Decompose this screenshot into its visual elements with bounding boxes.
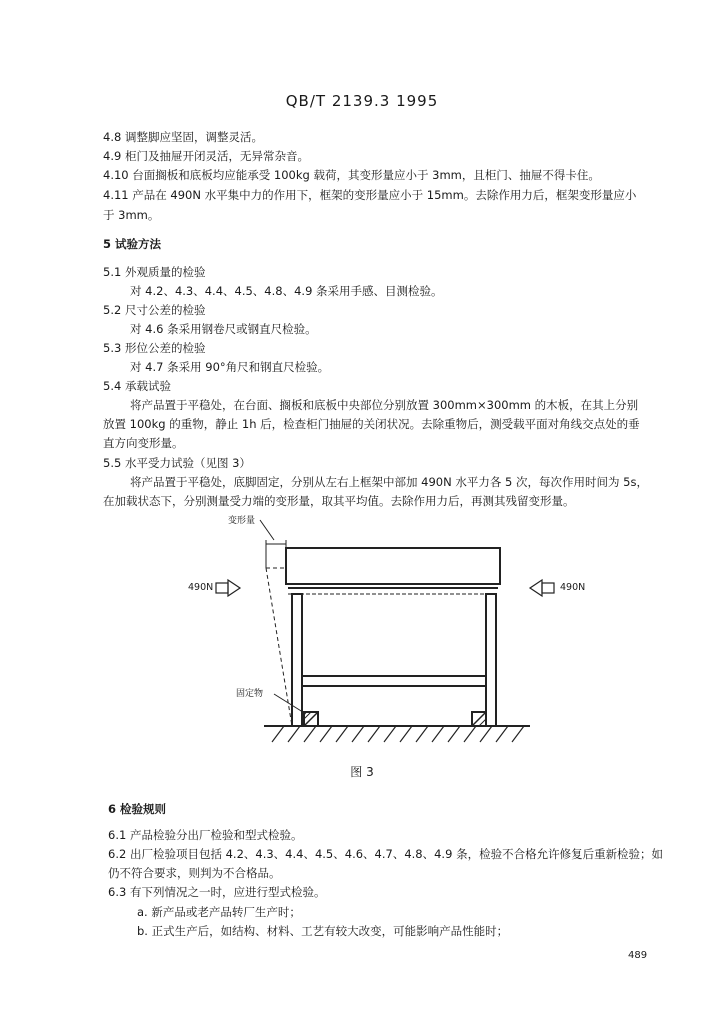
standard-header: QB/T 2139.3 1995 [285, 92, 439, 110]
force-arrow-left [216, 580, 240, 596]
section-6-heading: 6 检验规则 [108, 802, 167, 816]
clause-4-10: 4.10 台面搁板和底板均应能承受 100kg 载荷，其变形量应小于 3mm，且柜门、抽屉不得卡住。 [103, 168, 600, 182]
clause-5-5-body-2: 在加载状态下，分别测量受力端的变形量，取其平均值。去除作用力后，再测其残留变形量。 [103, 494, 575, 508]
clause-5-4-body-3: 直方向变形量。 [103, 436, 184, 450]
fixture-label: 固定物 [236, 689, 264, 699]
clause-5-4-body-2: 放置 100kg 的重物，静止 1h 后，检查柜门抽屉的关闭状况。去除重物后，测受载平面对角线交点处的垂 [103, 417, 640, 431]
figure-3-diagram [180, 510, 580, 750]
figure-caption: 图 3 [350, 765, 374, 779]
page-number: 489 [628, 950, 648, 961]
clause-6-2: 6.2 出厂检验项目包括 4.2、4.3、4.4、4.5、4.6、4.7、4.8、4.9 条，检验不合格允许修复后重新检验；如 [108, 847, 664, 861]
right-leg [486, 594, 496, 726]
clause-5-4: 5.4 承载试验 [103, 379, 171, 393]
clause-5-1: 5.1 外观质量的检验 [103, 265, 206, 279]
clause-5-2-body: 对 4.6 条采用钢卷尺或钢直尺检验。 [130, 322, 317, 336]
table-top [286, 548, 500, 584]
clause-5-3-body: 对 4.7 条采用 90°角尺和钢直尺检验。 [130, 360, 330, 374]
clause-6-1: 6.1 产品检验分出厂检验和型式检验。 [108, 828, 303, 842]
clause-5-2: 5.2 尺寸公差的检验 [103, 303, 206, 317]
clause-4-8: 4.8 调整脚应坚固，调整灵活。 [103, 130, 263, 144]
clause-6-3: 6.3 有下列情况之一时，应进行型式检验。 [108, 885, 326, 899]
clause-4-9: 4.9 柜门及抽屉开闭灵活，无异常杂音。 [103, 149, 309, 163]
clause-5-4-body-1: 将产品置于平稳处，在台面、搁板和底板中央部位分别放置 300mm×300mm 的木板，在其上分别 [130, 398, 639, 412]
clause-6-2-cont: 仍不符合要求，则判为不合格品。 [108, 866, 281, 880]
clause-5-5-body-1: 将产品置于平稳处，底脚固定，分别从左右上框架中部加 490N 水平力各 5 次，每次作用时间为 5s， [130, 475, 648, 489]
clause-5-3: 5.3 形位公差的检验 [103, 341, 206, 355]
ground-hatching [272, 726, 524, 742]
clause-6-3-a: a. 新产品或老产品转厂生产时； [137, 905, 301, 919]
force-right-label: 490N [560, 582, 586, 593]
section-5-heading: 5 试验方法 [103, 237, 162, 251]
clause-5-1-body: 对 4.2、4.3、4.4、4.5、4.8、4.9 条采用手感、目测检验。 [130, 284, 443, 298]
clause-4-11: 4.11 产品在 490N 水平集中力的作用下，框架的变形量应小于 15mm。去除作用力后，框架变形量应小 [103, 188, 637, 202]
clause-4-11-cont: 于 3mm。 [103, 208, 160, 222]
force-left-label: 490N [188, 582, 214, 593]
clause-5-5: 5.5 水平受力试验（见图 3） [103, 456, 251, 470]
force-arrow-right [530, 580, 554, 596]
deformation-label: 变形量 [228, 516, 256, 526]
clause-6-3-b: b. 正式生产后，如结构、材料、工艺有较大改变，可能影响产品性能时； [137, 924, 509, 938]
